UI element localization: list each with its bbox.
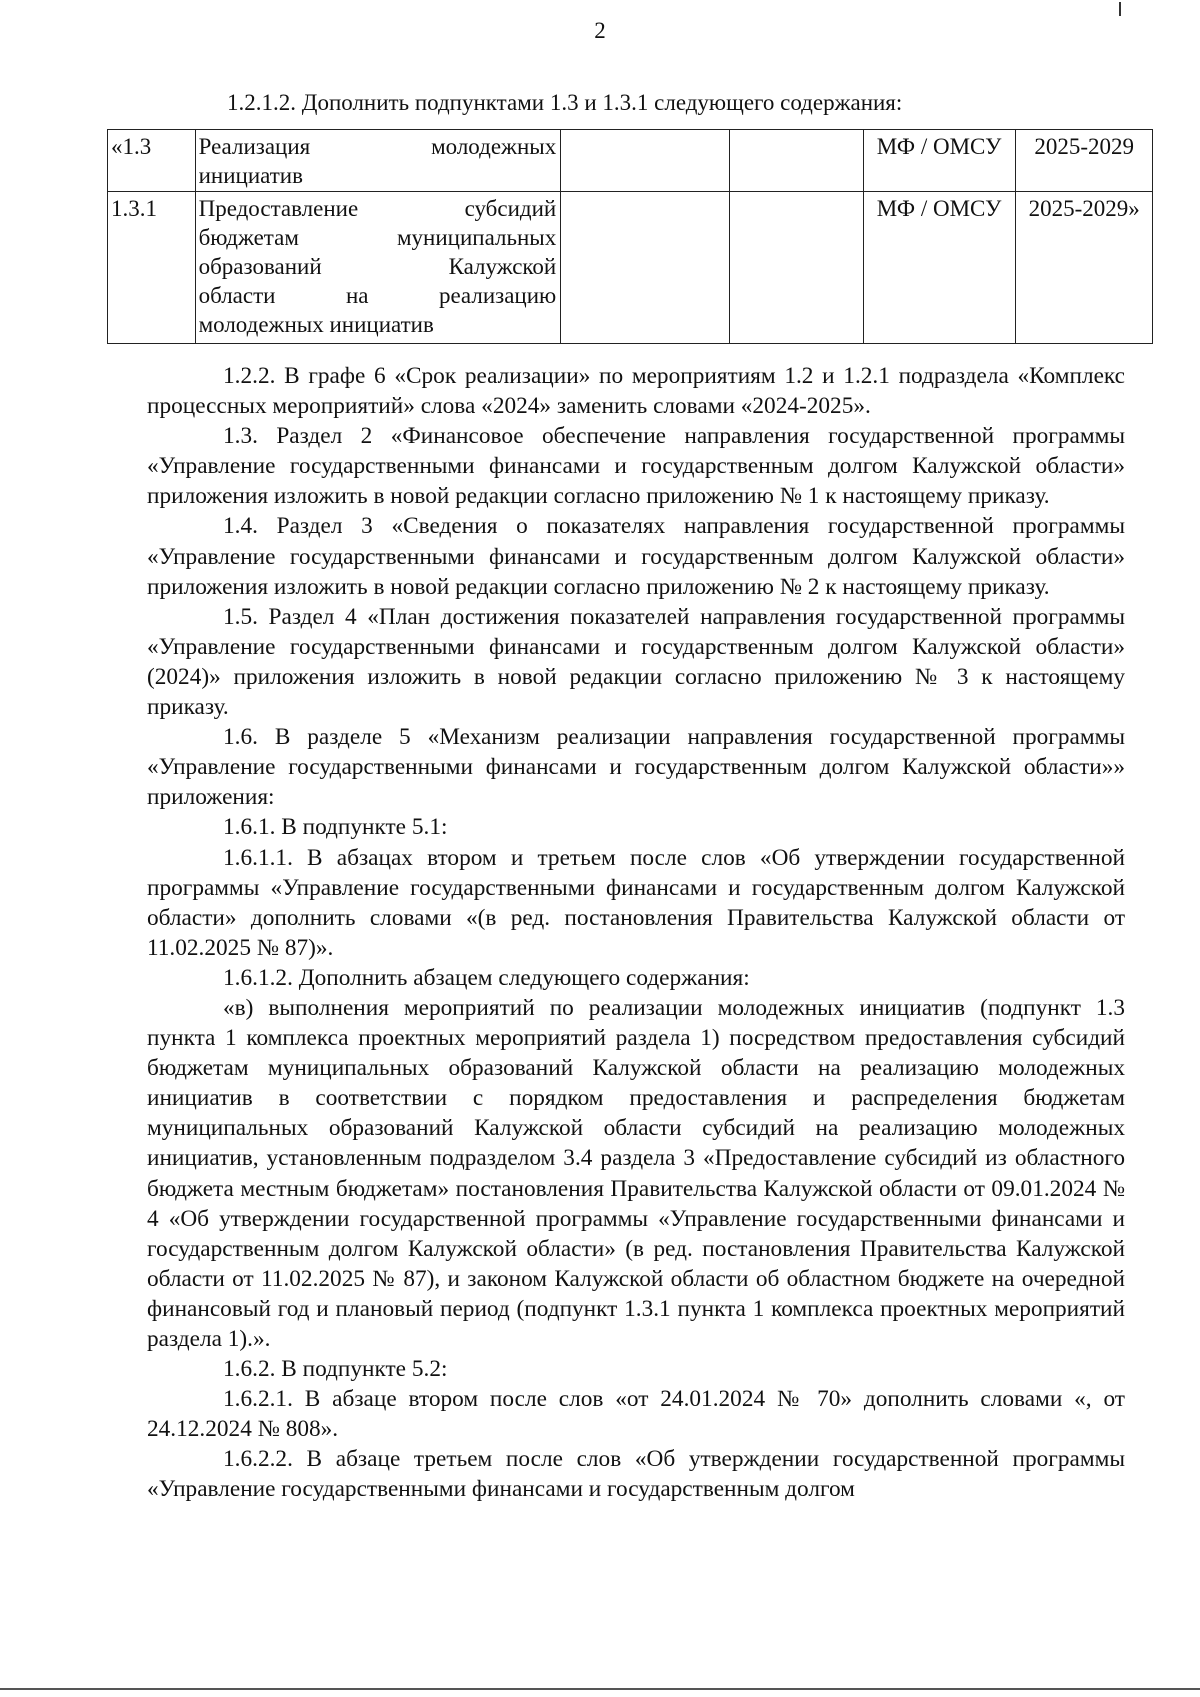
page-edge-mark <box>1119 2 1121 16</box>
paragraph-1-3: 1.3. Раздел 2 «Финансовое обеспечение направления государственной программы «Управление государственными финансами и государственным долгом Калужской области» приложения изложить в новой редакции согласно приложению № 1 к настоящему приказу. <box>147 423 1125 510</box>
paragraph-1-2-2: 1.2.2. В графе 6 «Срок реализации» по мероприятиям 1.2 и 1.2.1 подраздела «Комплекс процессных мероприятий» слова «2024» заменить словами «2024-2025». <box>147 363 1125 420</box>
paragraph-1-6-1-1: 1.6.1.1. В абзацах втором и третьем после слов «Об утверждении государственной программы «Управление государственными финансами и государственным долгом Калужской области» дополнить словами «(в ред. постановления Правительства Калужской области от 11.02.2025 № 87)». <box>147 844 1125 961</box>
paragraph-quoted-item-v: «в) выполнения мероприятий по реализации молодежных инициатив (подпункт 1.3 пункта 1 комплекса проектных мероприятий раздела 1) посредством предоставления субсидий бюджетам муниципальных образований Калужской области на реализацию молодежных инициатив в соответствии с порядком предоставления и распределения бюджетам муниципальных образований Калужской области субсидий на реализацию молодежных инициатив, установленным подразделом 3.4 раздела 3 «Предоставление субсидий из областного бюджета местным бюджетам» постановления Правительства Калужской области от 09.01.2024 № 4 «Об утверждении государственной программы «Управление государственными финансами и государственным долгом Калужской области» (в ред. постановления Правительства Калужской области от 11.02.2025 № 87), и законом Калужской области об областном бюджете на очередной финансовый год и плановый период (подпункт 1.3.1 пункта 1 комплекса проектных мероприятий раздела 1).». <box>147 994 1125 1352</box>
row-col4 <box>730 130 863 192</box>
name-line: области на реализацию <box>198 283 557 308</box>
paragraph-1-6-2: 1.6.2. В подпункте 5.2: <box>223 1356 448 1383</box>
paragraph-1-6-2-2: 1.6.2.2. В абзаце третьем после слов «Об утверждении государственной программы «Управление государственными финансами и государственным долгом <box>147 1446 1125 1503</box>
table-row <box>108 192 1153 344</box>
name-line: образований Калужской <box>198 254 557 279</box>
row-col4 <box>730 192 863 344</box>
name-line: бюджетам муниципальных <box>198 225 557 250</box>
row-period: 2025-2029 <box>1016 130 1153 192</box>
paragraph-1-4: 1.4. Раздел 3 «Сведения о показателях направления государственной программы «Управление государственными финансами и государственным долгом Калужской области» приложения изложить в новой редакции согласно приложению № 2 к настоящему приказу. <box>147 513 1125 600</box>
name-line: Предоставление субсидий <box>198 196 557 221</box>
row-measure-name <box>195 130 561 192</box>
name-line: молодежных инициатив <box>198 312 434 337</box>
name-line: Реализация молодежных <box>198 134 557 159</box>
row-col3 <box>561 130 730 192</box>
row-executor: МФ / ОМСУ <box>863 130 1016 192</box>
page-number: 2 <box>594 18 606 43</box>
row-executor: МФ / ОМСУ <box>863 192 1016 344</box>
row-number: 1.3.1 <box>108 192 196 344</box>
table-row <box>108 130 1153 192</box>
paragraph-1-6-1-2: 1.6.1.2. Дополнить абзацем следующего содержания: <box>223 964 750 991</box>
paragraph-1-5: 1.5. Раздел 4 «План достижения показателей направления государственной программы «Управление государственными финансами и государственным долгом Калужской области» (2024)» приложения изложить в новой редакции согласно приложению № 3 к настоящему приказу. <box>147 603 1125 721</box>
row-number: «1.3 <box>108 130 196 192</box>
paragraph-1-6-1: 1.6.1. В подпункте 5.1: <box>223 814 448 841</box>
paragraph-1-6: 1.6. В разделе 5 «Механизм реализации направления государственной программы «Управление государственными финансами и государственным долгом Калужской области»» приложения: <box>147 724 1125 811</box>
paragraph-1-6-2-1: 1.6.2.1. В абзаце втором после слов «от 24.01.2024 № 70» дополнить словами «, от 24.12.2024 № 808». <box>147 1386 1125 1443</box>
row-measure-name <box>195 192 561 344</box>
name-line: инициатив <box>198 163 303 188</box>
intro-line: 1.2.1.2. Дополнить подпунктами 1.3 и 1.3.1 следующего содержания: <box>227 90 903 115</box>
measures-table <box>107 129 1153 344</box>
document-body <box>147 361 1125 1505</box>
row-period: 2025-2029» <box>1016 192 1153 344</box>
bottom-rule <box>0 1688 1200 1690</box>
row-col3 <box>561 192 730 344</box>
